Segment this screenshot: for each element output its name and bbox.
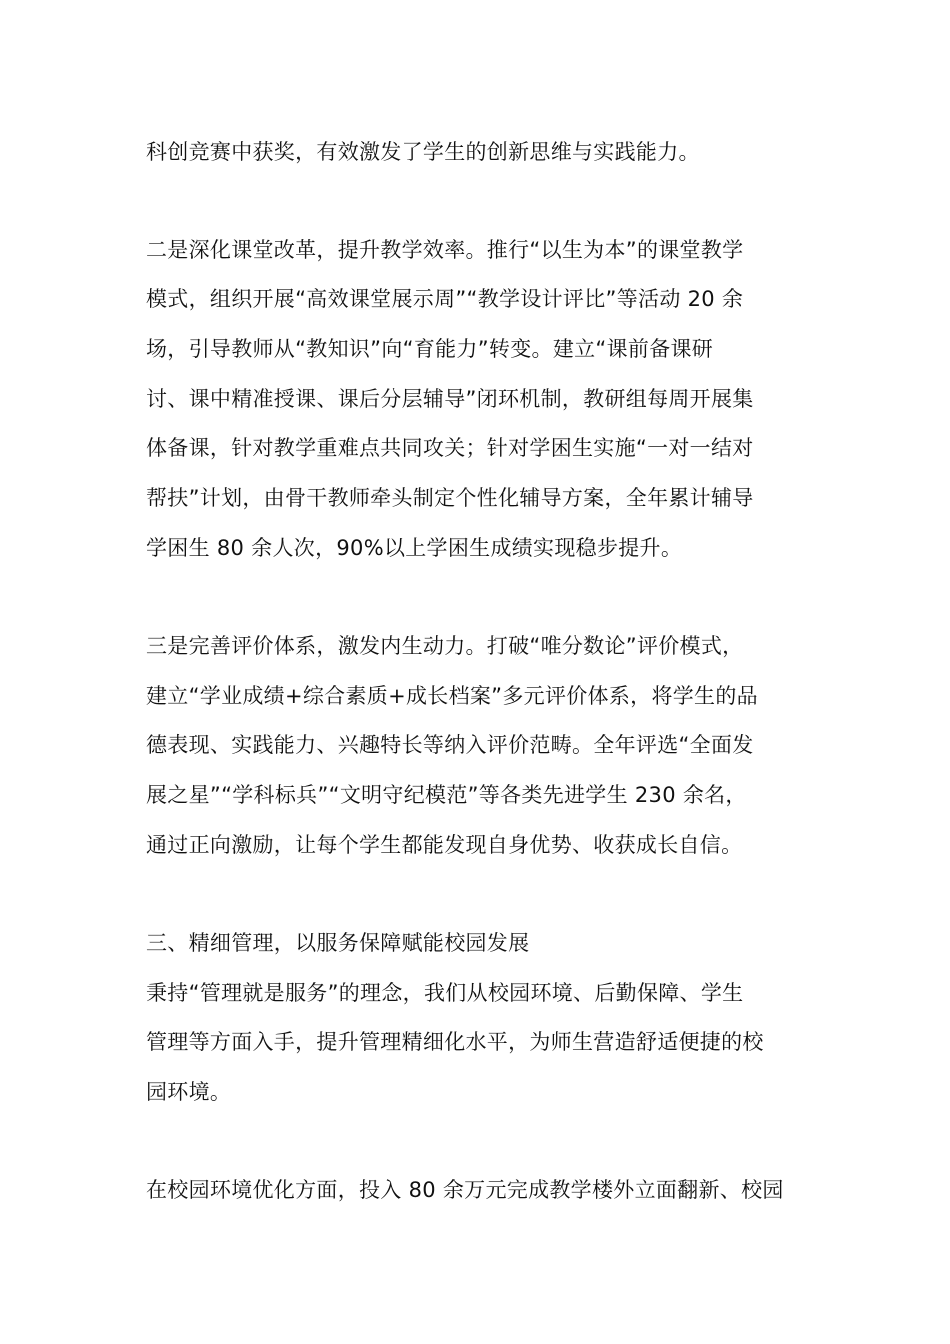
section-heading: 三、精细管理，以服务保障赋能校园发展: [146, 931, 530, 955]
paragraph-3-line-2: 建立“学业成绩+综合素质+成长档案”多元评价体系，将学生的品: [146, 684, 758, 708]
paragraph-3-line-5: 通过正向激励，让每个学生都能发现自身优势、收获成长自信。: [146, 833, 743, 857]
paragraph-2-line-4: 讨、课中精准授课、课后分层辅导”闭环机制，教研组每周开展集: [146, 387, 754, 411]
paragraph-3-line-4: 展之星”“学科标兵”“文明守纪模范”等各类先进学生 230 余名，: [146, 783, 747, 807]
paragraph-2-line-1: 二是深化课堂改革，提升教学效率。推行“以生为本”的课堂教学: [146, 238, 744, 262]
paragraph-2-line-5: 体备课，针对教学重难点共同攻关；针对学困生实施“一对一结对: [146, 436, 754, 460]
paragraph-4-line-1: 秉持“管理就是服务”的理念，我们从校园环境、后勤保障、学生: [146, 981, 744, 1005]
paragraph-4-line-2: 管理等方面入手，提升管理精细化水平，为师生营造舒适便捷的校: [146, 1030, 764, 1054]
paragraph-4-line-3: 园环境。: [146, 1080, 232, 1104]
paragraph-2-line-6: 帮扶”计划，由骨干教师牵头制定个性化辅导方案，全年累计辅导: [146, 486, 754, 510]
paragraph-5-line-1: 在校园环境优化方面，投入 80 余万元完成教学楼外立面翻新、校园: [146, 1178, 784, 1202]
paragraph-3-line-1: 三是完善评价体系，激发内生动力。打破“唯分数论”评价模式，: [146, 634, 744, 658]
paragraph-2-line-3: 场，引导教师从“教知识”向“育能力”转变。建立“课前备课研: [146, 337, 714, 361]
paragraph-1-line-1: 科创竞赛中获奖，有效激发了学生的创新思维与实践能力。: [146, 140, 700, 164]
paragraph-3-line-3: 德表现、实践能力、兴趣特长等纳入评价范畴。全年评选“全面发: [146, 733, 754, 757]
paragraph-2-line-7: 学困生 80 余人次，90%以上学困生成绩实现稳步提升。: [146, 536, 683, 560]
paragraph-2-line-2: 模式，组织开展“高效课堂展示周”“教学设计评比”等活动 20 余: [146, 287, 744, 311]
